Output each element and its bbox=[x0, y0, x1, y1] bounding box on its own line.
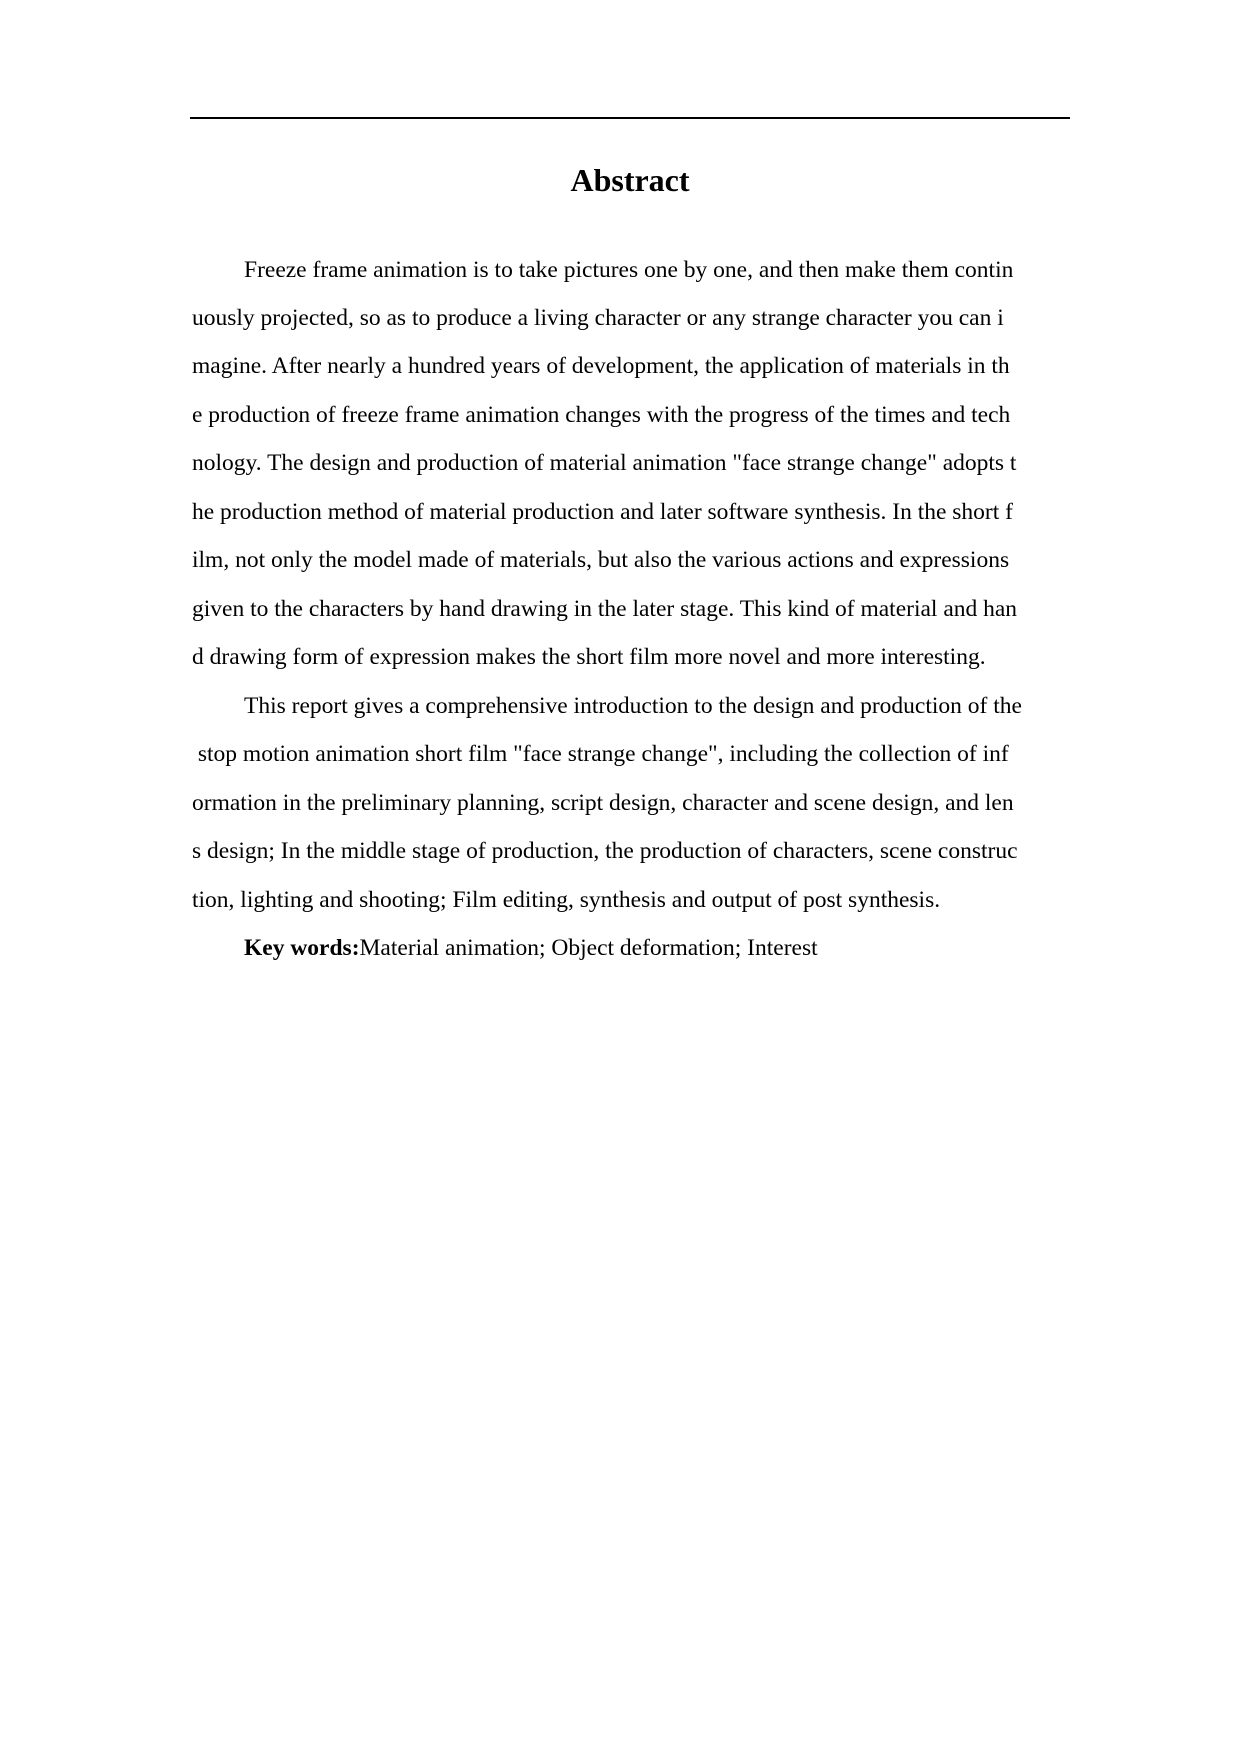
paragraph-2-line: stop motion animation short film "face strange change", including the collection of inf bbox=[192, 741, 1009, 767]
paragraph-1-line: nology. The design and production of material animation "face strange change" adopts t bbox=[192, 450, 1017, 476]
page-title: Abstract bbox=[570, 162, 690, 198]
paragraph-1-line: magine. After nearly a hundred years of development, the application of materials in th bbox=[192, 353, 1010, 379]
keywords-line bbox=[244, 932, 1124, 964]
paragraph-1-line: e production of freeze frame animation changes with the progress of the times and tech bbox=[192, 402, 1011, 428]
keywords-text: Material animation; Object deformation; Interest bbox=[359, 935, 818, 961]
paragraph-2-line: s design; In the middle stage of production, the production of characters, scene construc bbox=[192, 838, 1018, 864]
paragraph-1-line: Freeze frame animation is to take pictures one by one, and then make them contin bbox=[244, 257, 1014, 283]
paragraph-1-line: he production method of material production and later software synthesis. In the short f bbox=[192, 499, 1013, 525]
paragraph-2-line: ormation in the preliminary planning, script design, character and scene design, and len bbox=[192, 790, 1014, 816]
paragraph-2-line: tion, lighting and shooting; Film editing, synthesis and output of post synthesis. bbox=[192, 887, 941, 913]
keywords-label: Key words: bbox=[244, 935, 360, 961]
paragraph-1-line: uously projected, so as to produce a living character or any strange character you can i bbox=[192, 305, 1004, 331]
paragraph-2-line: This report gives a comprehensive introduction to the design and production of the bbox=[244, 693, 1022, 719]
paragraph-1-line: ilm, not only the model made of materials, but also the various actions and expressions bbox=[192, 547, 1010, 573]
header-rule bbox=[190, 117, 1070, 119]
paragraph-1-line: d drawing form of expression makes the short film more novel and more interesting. bbox=[192, 644, 986, 670]
paragraph-1-line: given to the characters by hand drawing in the later stage. This kind of material and han bbox=[192, 596, 1018, 622]
